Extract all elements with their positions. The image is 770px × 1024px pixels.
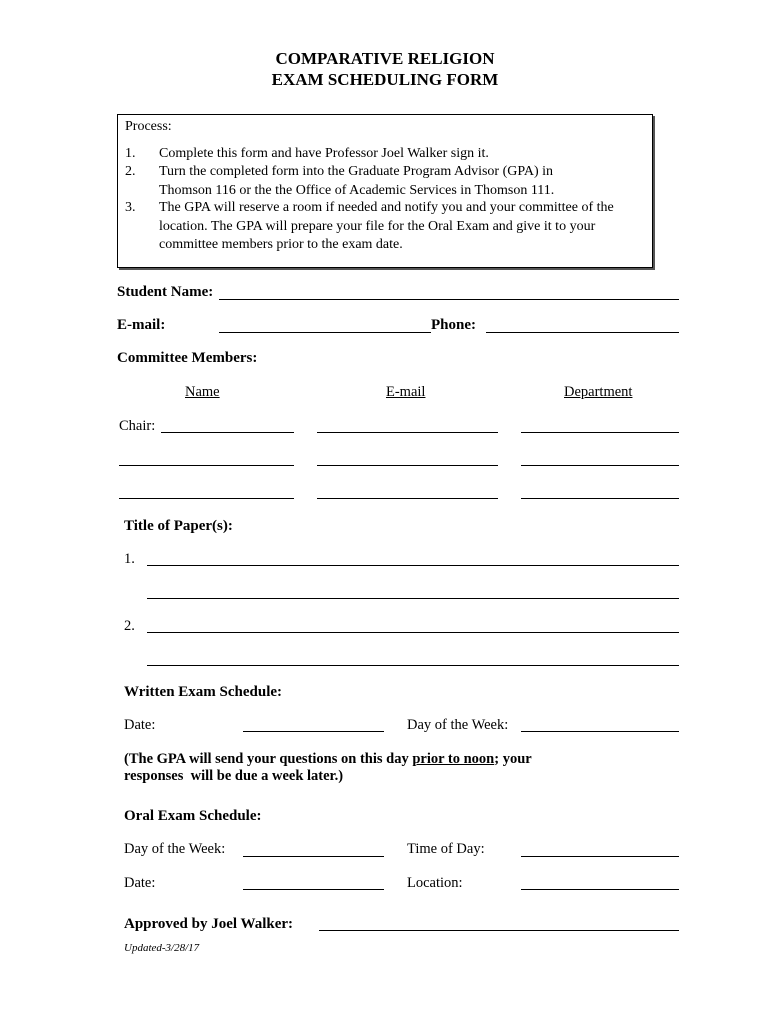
committee-col-email: E-mail bbox=[386, 384, 426, 400]
written-note-underlined: prior to noon bbox=[412, 751, 495, 767]
oral-time-field[interactable] bbox=[521, 856, 679, 857]
process-box bbox=[117, 114, 653, 268]
chair-name-field[interactable] bbox=[161, 432, 294, 433]
oral-time-label: Time of Day: bbox=[407, 841, 485, 857]
approval-label: Approved by Joel Walker: bbox=[124, 916, 294, 932]
committee-col-name: Name bbox=[185, 384, 220, 400]
step-text: Complete this form and have Professor Joel Walker sign it. bbox=[159, 146, 489, 161]
written-note-part2: ; your bbox=[494, 751, 532, 767]
approval-signature-field[interactable] bbox=[319, 930, 679, 931]
member3-department-field[interactable] bbox=[521, 498, 679, 499]
oral-date-field[interactable] bbox=[243, 889, 384, 890]
oral-dow-label: Day of the Week: bbox=[124, 841, 226, 857]
email-field[interactable] bbox=[219, 332, 431, 333]
oral-location-field[interactable] bbox=[521, 889, 679, 890]
chair-label: Chair: bbox=[119, 418, 156, 434]
student-name-label: Student Name: bbox=[117, 284, 214, 300]
process-label: Process: bbox=[125, 119, 172, 134]
phone-field[interactable] bbox=[486, 332, 679, 333]
member2-name-field[interactable] bbox=[119, 465, 294, 466]
paper-2-title-field[interactable] bbox=[147, 632, 679, 633]
member2-department-field[interactable] bbox=[521, 465, 679, 466]
phone-label: Phone: bbox=[431, 317, 476, 333]
written-exam-label: Written Exam Schedule: bbox=[124, 684, 283, 700]
chair-department-field[interactable] bbox=[521, 432, 679, 433]
written-note-line1 bbox=[124, 751, 532, 768]
step-text: The GPA will reserve a room if needed and notify you and your committee of the location. The GPA will prepare your file for the Oral Exam and give it to your committee members prior to the exam date. bbox=[159, 200, 614, 252]
papers-label: Title of Paper(s): bbox=[124, 518, 233, 534]
member3-email-field[interactable] bbox=[317, 498, 498, 499]
step-number: 3. bbox=[125, 200, 136, 215]
paper-1-title-field-line2[interactable] bbox=[147, 598, 679, 599]
member2-email-field[interactable] bbox=[317, 465, 498, 466]
step-number: 2. bbox=[125, 164, 136, 179]
member3-name-field[interactable] bbox=[119, 498, 294, 499]
updated-date: Updated-3/28/17 bbox=[124, 942, 200, 954]
written-date-label: Date: bbox=[124, 717, 156, 733]
paper-2-number: 2. bbox=[124, 618, 135, 634]
oral-dow-field[interactable] bbox=[243, 856, 384, 857]
paper-1-number: 1. bbox=[124, 551, 135, 567]
committee-members-label: Committee Members: bbox=[117, 350, 258, 366]
paper-2-title-field-line2[interactable] bbox=[147, 665, 679, 666]
form-title-line1: COMPARATIVE RELIGION bbox=[275, 49, 495, 68]
oral-date-label: Date: bbox=[124, 875, 156, 891]
chair-email-field[interactable] bbox=[317, 432, 498, 433]
oral-location-label: Location: bbox=[407, 875, 463, 891]
written-note-part1: (The GPA will send your questions on this day bbox=[124, 751, 413, 767]
written-dow-field[interactable] bbox=[521, 731, 679, 732]
oral-exam-label: Oral Exam Schedule: bbox=[124, 808, 262, 824]
form-title-line2: EXAM SCHEDULING FORM bbox=[271, 70, 499, 89]
written-date-field[interactable] bbox=[243, 731, 384, 732]
step-text: Turn the completed form into the Graduate Program Advisor (GPA) in Thomson 116 or the the Office of Academic Services in Thomson 111. bbox=[159, 164, 555, 198]
step-number: 1. bbox=[125, 146, 136, 161]
written-note-line2: responses will be due a week later.) bbox=[124, 768, 344, 784]
student-name-field[interactable] bbox=[219, 299, 679, 300]
committee-col-department: Department bbox=[564, 384, 633, 400]
written-dow-label: Day of the Week: bbox=[407, 717, 509, 733]
email-label: E-mail: bbox=[117, 317, 166, 333]
paper-1-title-field[interactable] bbox=[147, 565, 679, 566]
